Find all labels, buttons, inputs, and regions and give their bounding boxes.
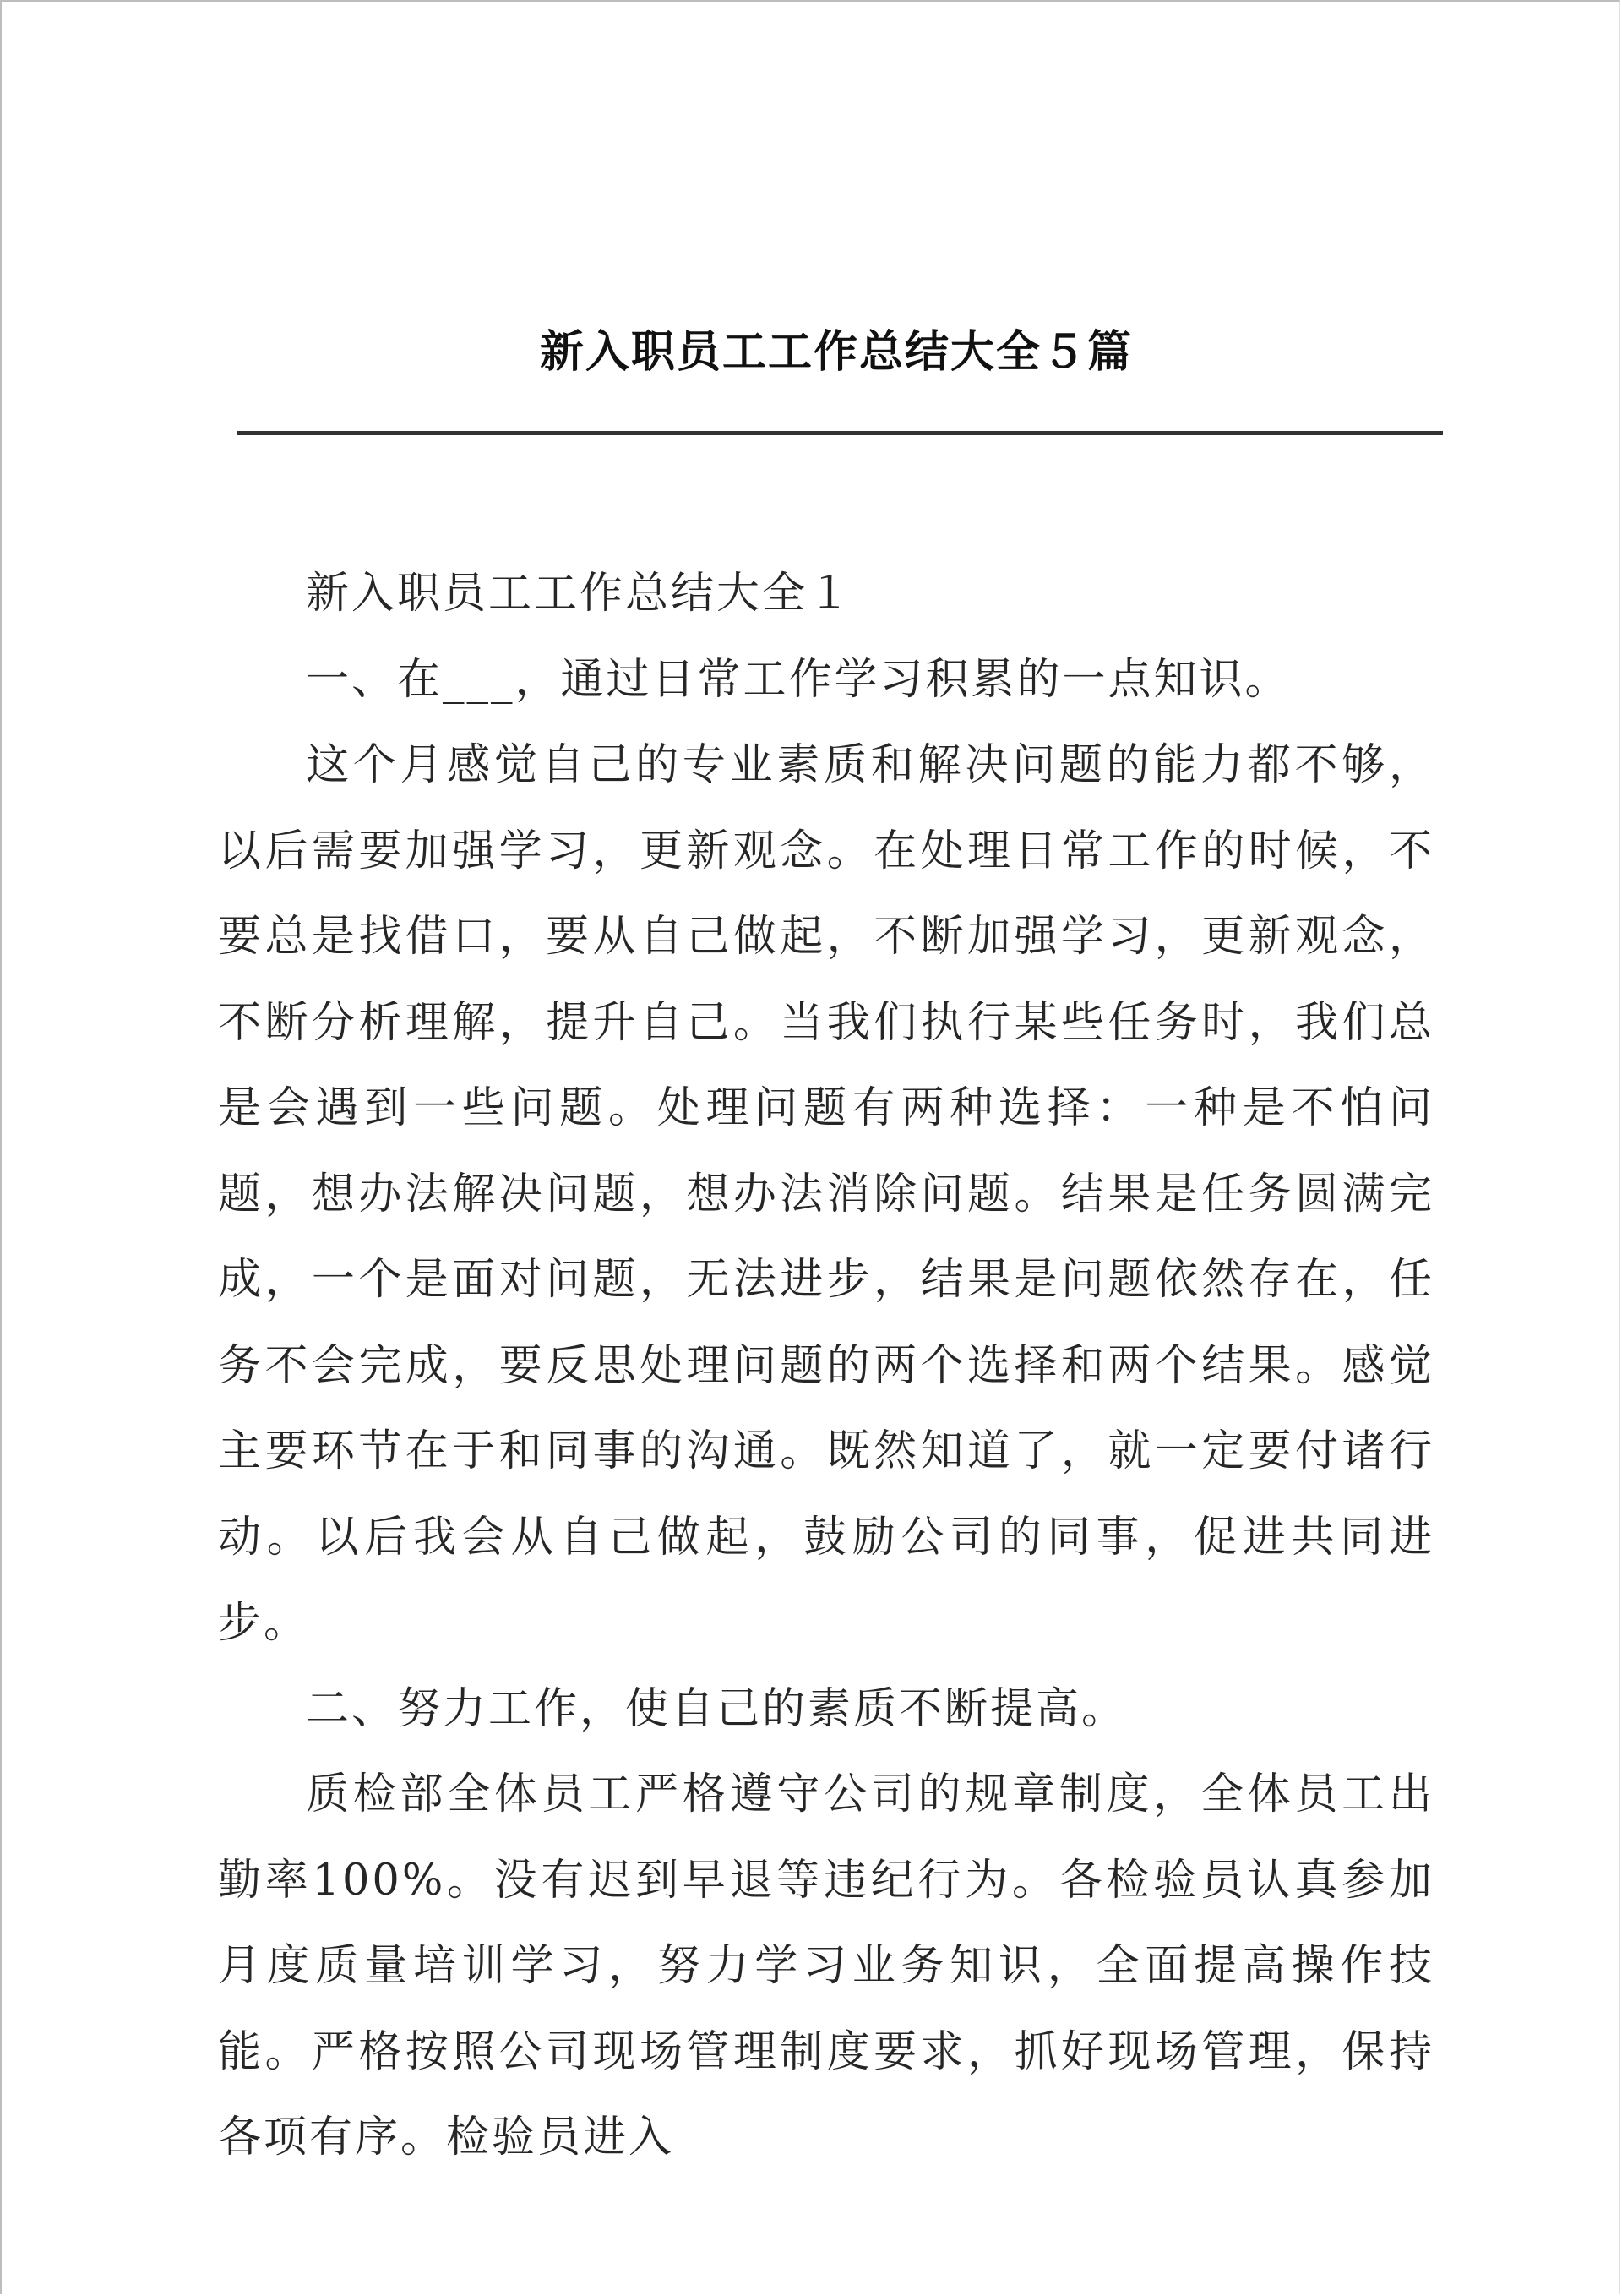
body-paragraph: 质检部全体员工严格遵守公司的规章制度，全体员工出勤率100%。没有迟到早退等违纪行为。各检验员认真参加月度质量培训学习，努力学习业务知识，全面提高操作技能。严格按照公司现场管理制度要求，抓好现场管理，保持各项有序。检验员进入 <box>218 1770 1434 2162</box>
document-body <box>218 551 1434 2181</box>
section-heading: 新入职员工工作总结大全１ <box>306 569 854 619</box>
body-paragraph: 这个月感觉自己的专业素质和解决问题的能力都不够，以后需要加强学习，更新观念。在处理日常工作的时候，不要总是找借口，要从自己做起，不断加强学习，更新观念，不断分析理解，提升自己。当我们执行某些任务时，我们总是会遇到一些问题。处理问题有两种选择：一种是不怕问题，想办法解决问题，想办法消除问题。结果是任务圆满完成，一个是面对问题，无法进步，结果是问题依然存在，任务不会完成，要反思处理问题的两个选择和两个结果。感觉主要环节在于和同事的沟通。既然知道了，就一定要付诸行动。以后我会从自己做起，鼓励公司的同事，促进共同进步。 <box>218 740 1434 1648</box>
body-paragraph: 一、在___，通过日常工作学习积累的一点知识。 <box>306 654 1291 705</box>
title-divider <box>237 431 1443 435</box>
body-paragraph: 二、努力工作，使自己的素质不断提高。 <box>306 1683 1128 1734</box>
document-title: 新入职员工工作总结大全５篇 <box>539 326 1133 378</box>
